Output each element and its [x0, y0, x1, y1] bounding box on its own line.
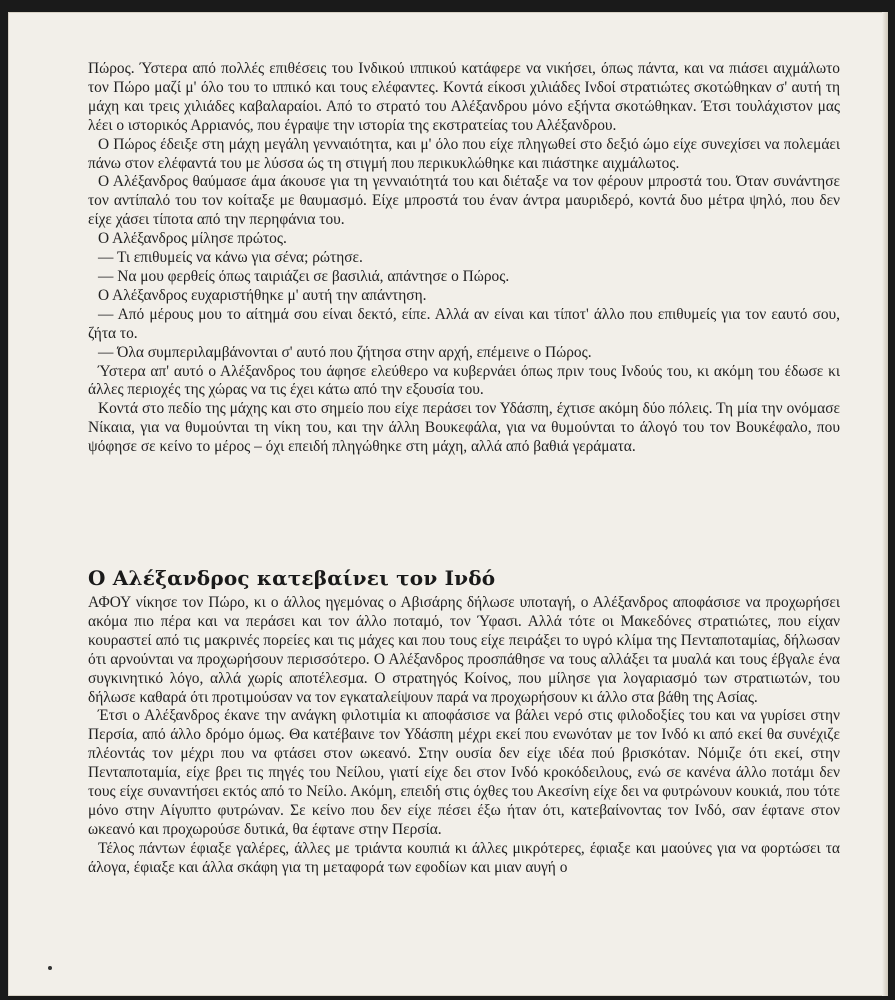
paragraph: — Να μου φερθείς όπως ταιριάζει σε βασιλιά, απάντησε ο Πώρος. [98, 267, 510, 285]
paragraph: ΑΦΟΥ νίκησε τον Πώρο, κι ο άλλος ηγεμόνας ο Αβισάρης δήλωσε υποταγή, ο Αλέξανδρος αποφάσισε να προχωρήσει ακόμα πιο πέρα και να περάσει και τον άλλο ποταμό, τον Ύφασι. Αλλά τότε οι Μακεδόνες στρατιώτες, που είχαν κουραστεί από τις μακρινές πορείες και τις μάχες και που τους είχε πειράξει το υγρό κλίμα της Πενταποταμίας, δήλωσαν ότι αρνούνται να προχωρήσουν περισσότερο. Ο Αλέξανδρος προσπάθησε να τους αλλάξει τα μυαλά και τους έβγαλε ένα συγκινητικό λόγο, αλλά χωρίς αποτέλεσμα. Ο στρατηγός Κοίνος, που μίλησε για λογαριασμό των στρατιωτών, του δήλωσε καθαρά ότι προτιμούσαν να τον εγκαταλείψουν παρά να προχωρήσουν κι άλλο στα βάθη της Ασίας. [88, 594, 840, 706]
paragraph: Κοντά στο πεδίο της μάχης και στο σημείο που είχε περάσει τον Υδάσπη, έχτισε ακόμη δύο πόλεις. Τη μία την ονόμασε Νίκαια, για να θυμούνται τη νίκη του, και την άλλη Βουκεφάλα, για να θυμούνται το άλογό του τον Βουκέφαλο, που ψόφησε σε κείνο το μέρος – όχι επειδή πληγώθηκε στη μάχη, αλλά από βαθιά γεράματα. [88, 400, 840, 456]
section-heading: Ο Αλέξανδρος κατεβαίνει τον Ινδό [88, 566, 496, 590]
paragraph: Ο Αλέξανδρος ευχαριστήθηκε μ' αυτή την απάντηση. [98, 286, 427, 304]
paragraph: Ο Αλέξανδρος μίλησε πρώτος. [98, 230, 287, 248]
text-block-bottom [88, 594, 840, 878]
paragraph: Πώρος. Ύστερα από πολλές επιθέσεις του Ινδικού ιππικού κατάφερε να νικήσει, όπως πάντα, και να πιάσει αιχμάλωτο τον Πώρο μαζί μ' όλο του το ιππικό και τους ελέφαντες. Κοντά είκοσι χιλιάδες Ινδοί στρατιώτες σκοτώθηκαν σ' αυτή τη μάχη και τρεις χιλιάδες καβαλαραίοι. Από το στρατό του Αλέξανδρου μόνο εξήντα σκοτώθηκαν. Έτσι τουλάχιστον μας λέει ο ιστορικός Αρριανός, που έγραψε την ιστορία της εκστρατείας του Αλέξανδρου. [88, 60, 840, 134]
page-edge [882, 12, 888, 996]
paragraph: Έτσι ο Αλέξανδρος έκανε την ανάγκη φιλοτιμία κι αποφάσισε να βάλει νερό στις φιλοδοξίες του και να γυρίσει στην Περσία, από άλλο δρόμο όμως. Θα κατέβαινε τον Υδάσπη μέχρι εκεί που ενωνόταν με τον Ινδό κι από εκεί θα συνέχιζε πλέοντάς τον μέχρι που να φτάσει στον ωκεανό. Στην ουσία δεν είχε ιδέα πού βρισκόταν. Νόμιζε ότι εκεί, στην Πενταποταμία, είχε βρει τις πηγές του Νείλου, γιατί είχε δει στον Ινδό κροκόδειλους, ενώ σε κανένα άλλο ποτάμι δεν τους είχε συναντήσει εκτός από το Νείλο. Ακόμη, επειδή στις όχθες του Ακεσίνη είχε δει να φυτρώνουν κουκιά, που τότε μόνο στην Αίγυπτο φυτρώναν. Σε κείνο που δεν είχε πέσει έξω ήταν ότι, κατεβαίνοντας τον Ινδό, σαν έφτανε στον ωκεανό και προχωρούσε δυτικά, θα έφτανε στην Περσία. [88, 707, 840, 838]
paragraph: Ο Αλέξανδρος θαύμασε άμα άκουσε για τη γενναιότητά του και διέταξε να τον φέρουν μπροστά του. Όταν συνάντησε τον αντίπαλό του τον κοίταξε με θαυμασμό. Είχε μπροστά του έναν άντρα μαυριδερό, κοντά δυο μέτρα ψηλό, που δεν είχε χάσει τίποτα από την περηφάνια του. [88, 173, 840, 229]
text-block-top [88, 60, 840, 457]
paragraph: — Από μέρους μου το αίτημά σου είναι δεκτό, είπε. Αλλά αν είναι και τίποτ' άλλο που επιθυμείς για τον εαυτό σου, ζήτα το. [88, 305, 840, 342]
page-mark [48, 966, 52, 970]
book-page [8, 12, 888, 996]
paragraph: Ο Πώρος έδειξε στη μάχη μεγάλη γενναιότητα, και μ' όλο που είχε πληγωθεί στο δεξιό ώμο είχε συνεχίσει να πολεμάει πάνω στον ελέφαντά του με λύσσα ώς τη στιγμή που περικυκλώθηκε και πιάστηκε αιχμάλωτος. [88, 135, 840, 172]
paragraph: — Όλα συμπεριλαμβάνονται σ' αυτό που ζήτησα στην αρχή, επέμεινε ο Πώρος. [98, 343, 592, 361]
paragraph: Ύστερα απ' αυτό ο Αλέξανδρος του άφησε ελεύθερο να κυβερνάει όπως πριν τους Ινδούς του, κι ακόμη του έδωσε κι άλλες περιοχές της χώρας να τις έχει κάτω από την εξουσία του. [88, 362, 840, 399]
paragraph: — Τι επιθυμείς να κάνω για σένα; ρώτησε. [98, 249, 363, 267]
paragraph: Τέλος πάντων έφιαξε γαλέρες, άλλες με τριάντα κουπιά κι άλλες μικρότερες, έφιαξε και μαούνες για να φορτώσει τα άλογα, έφιαξε και άλλα σκάφη για τη μεταφορά των εφοδίων και μιαν αυγή ο [88, 839, 840, 876]
